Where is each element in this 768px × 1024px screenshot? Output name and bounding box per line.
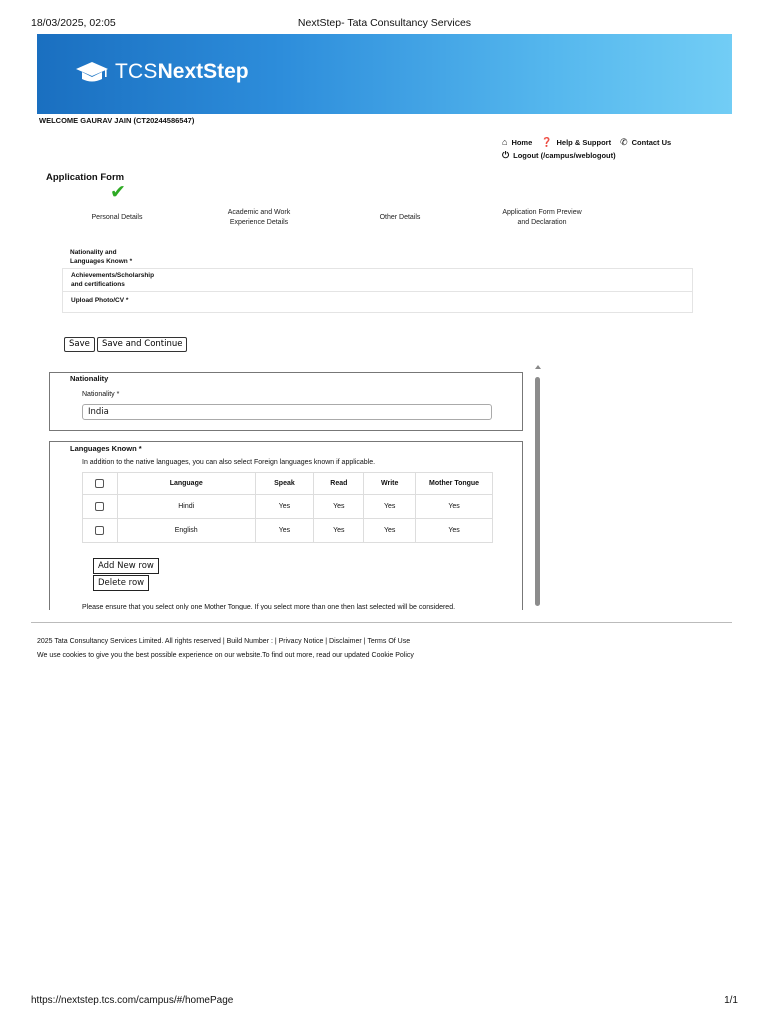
step-label-line2: and Declaration [517,219,567,226]
step-personal-details[interactable] [80,213,154,223]
substep-label-line2: Languages Known * [70,257,133,265]
help-link-label: Help & Support [556,137,612,147]
substep-label: Upload Photo/CV * [71,297,129,304]
cell-write: Yes [364,519,416,543]
contact-us-link[interactable] [620,138,671,147]
languages-legend: Languages Known * [70,444,142,453]
cell-speak: Yes [255,495,314,519]
footer-cookie-notice: We use cookies to give you the best possible experience on our website.To find out more, read our updated Cookie Policy [37,652,414,659]
col-speak: Speak [255,473,314,495]
cell-language: English [117,519,255,543]
col-language: Language [117,473,255,495]
print-header [31,17,738,31]
application-form-title: Application Form [46,172,125,183]
logo-nextstep-text: NextStep [157,60,249,83]
form-scrollbar[interactable] [534,366,542,608]
nationality-fieldset [49,372,523,431]
mother-tongue-note: Please ensure that you select only one Mother Tongue. If you select more than one then last selected will be considered. [82,604,456,610]
question-circle-icon: ❓ [541,136,553,147]
cell-write: Yes [364,495,416,519]
substep-label-line1: Achievements/Scholarship [71,272,155,279]
footer-copyright: 2025 Tata Consultancy Services Limited. All rights reserved | Build Number : | Privacy Notice | Disclaimer | Terms Of Use [37,638,411,645]
step-label-line2: Experience Details [229,219,289,226]
form-scroll-area[interactable] [48,364,544,610]
languages-table [82,472,493,543]
step-label: Personal Details [91,214,143,221]
step-label-line1: Application Form Preview [502,209,582,216]
home-link[interactable] [502,138,532,147]
select-all-cell [83,473,118,495]
row-select-cell [83,495,118,519]
add-new-row-button[interactable]: Add New row [93,558,159,574]
substep-label-line2: and certifications [71,280,125,288]
col-write: Write [364,473,416,495]
print-datetime: 18/03/2025, 02:05 [31,17,116,29]
top-nav [502,136,680,161]
col-mother-tongue: Mother Tongue [416,473,493,495]
languages-hint: In addition to the native languages, you can also select Foreign languages known if applicable. [82,459,376,466]
row-select-cell [83,519,118,543]
print-page-title: NextStep- Tata Consultancy Services [297,17,472,29]
cell-mother-tongue: Yes [416,495,493,519]
step-label: Other Details [379,214,421,221]
print-url: https://nextstep.tcs.com/campus/#/homePage [31,995,234,1006]
substep-nationality[interactable] [62,245,693,268]
nationality-input[interactable]: India [82,404,492,420]
row-checkbox[interactable] [95,502,104,511]
save-and-continue-button[interactable]: Save and Continue [97,337,187,352]
help-support-link[interactable] [541,138,611,147]
substeps-panel [62,245,693,313]
logout-link[interactable] [502,151,616,160]
save-button[interactable]: Save [64,337,95,352]
checkmark-icon: ✔ [110,182,126,203]
cell-language: Hindi [117,495,255,519]
step-label-line1: Academic and Work [227,209,291,216]
home-icon: ⌂ [502,136,508,147]
power-icon: ⏻ [502,149,510,160]
logo-tcs-text: TCS [115,60,158,83]
table-row[interactable] [83,519,493,543]
languages-fieldset [49,441,523,610]
substep-upload[interactable] [62,292,693,313]
header-banner [37,34,732,114]
step-preview-declaration[interactable] [490,208,594,228]
cell-read: Yes [314,519,364,543]
scrollbar-thumb[interactable] [535,377,540,606]
select-all-checkbox[interactable] [95,479,104,488]
cell-speak: Yes [255,519,314,543]
substep-achievements[interactable] [62,268,693,292]
nationality-label: Nationality * [82,391,120,398]
welcome-text: WELCOME GAURAV JAIN (CT20244586547) [39,116,195,125]
nationality-legend: Nationality [70,374,109,383]
table-header-row [83,473,493,495]
print-page-count: 1/1 [724,995,738,1006]
phone-icon: ✆ [620,136,628,147]
substep-label-line1: Nationality and [70,249,117,256]
delete-row-button[interactable]: Delete row [93,575,149,591]
cell-read: Yes [314,495,364,519]
print-footer [31,995,738,1009]
table-row[interactable] [83,495,493,519]
tcs-nextstep-logo[interactable] [75,60,249,84]
step-academic-details[interactable] [214,208,304,228]
contact-link-label: Contact Us [631,137,672,147]
logout-link-label: Logout (/campus/weblogout) [513,150,616,160]
col-read: Read [314,473,364,495]
footer-divider [31,622,732,623]
home-link-label: Home [511,137,533,147]
step-other-details[interactable] [370,213,430,223]
scroll-up-arrow-icon[interactable] [535,365,541,369]
graduation-cap-icon [75,60,109,84]
cell-mother-tongue: Yes [416,519,493,543]
row-checkbox[interactable] [95,526,104,535]
